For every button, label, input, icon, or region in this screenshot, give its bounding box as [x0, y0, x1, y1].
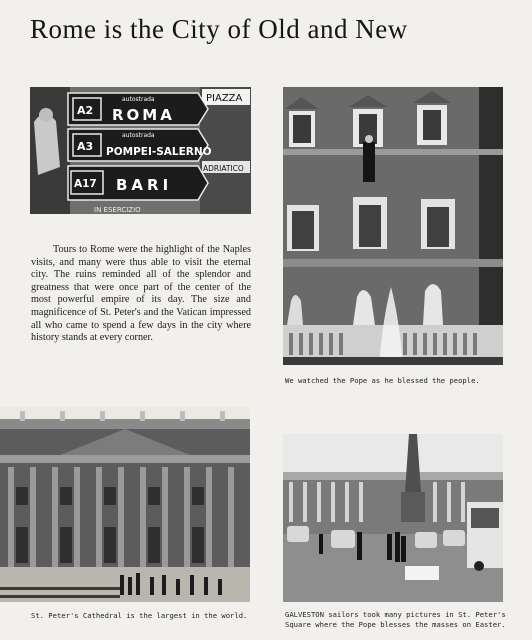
sign-destination-bari: BARI — [116, 176, 173, 194]
sign-destination-pompei: POMPEI-SALERNO — [106, 146, 212, 158]
st-peters-square-photo — [283, 434, 503, 602]
caption-cathedral: St. Peter's Cathedral is the largest in the world. — [31, 611, 248, 620]
sign-destination-roma: ROMA — [112, 106, 175, 124]
sign-small-autostrada-1: autostrada — [122, 96, 155, 103]
caption-square-line1: GALVESTON sailors took many pictures in St. Peter's — [285, 610, 506, 619]
sign-code-a2: A2 — [77, 104, 94, 117]
side-sign-adriatico: ADRIATICO — [203, 164, 244, 173]
sign-small-autostrada-2: autostrada — [122, 132, 155, 139]
side-sign-piazza: PIAZZA — [206, 93, 243, 104]
pope-window-photo — [283, 87, 503, 365]
sign-footer-text: IN ESERCIZIO — [94, 206, 141, 214]
caption-square-line2: Square where the Pope blesses the masses on Easter. — [285, 620, 506, 629]
cathedral-photo — [0, 407, 250, 602]
caption-pope-window: We watched the Pope as he blessed the people. — [285, 376, 480, 385]
page-title: Rome is the City of Old and New — [30, 14, 408, 44]
road-sign-photo — [30, 87, 251, 214]
sign-code-a3: A3 — [77, 140, 94, 153]
article-body: Tours to Rome were the highlight of the Naples visits, and many were thus able to visit the eternal city. The ruins reminded all of the splendor and greatness that were once part of the center of the most powerful empire of its day. The size and magnificence of St. Peter's and the Vatican impressed all who came to spend a few days in the city where history stands at every corner. — [31, 244, 251, 344]
sign-code-a17: A17 — [74, 178, 97, 190]
